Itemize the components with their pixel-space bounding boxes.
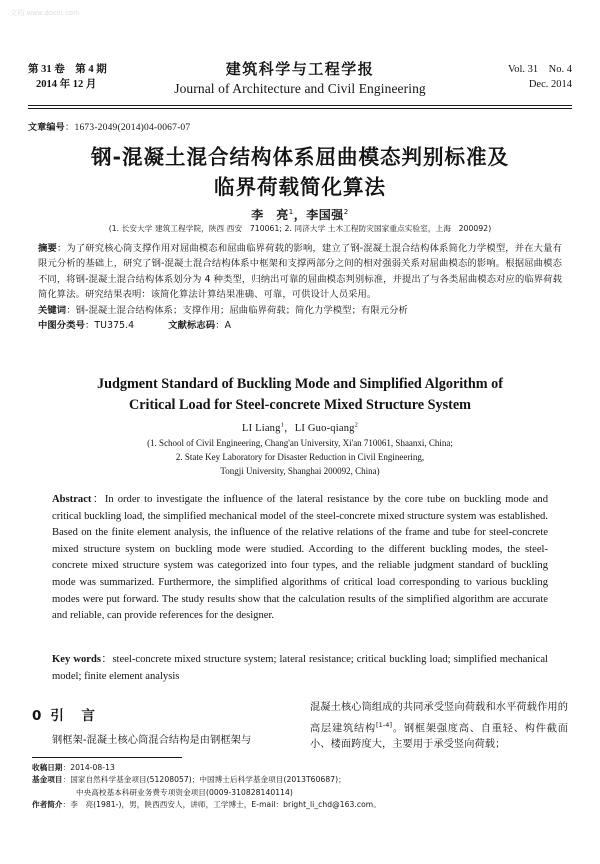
page-title-en-line2: Critical Load for Steel-concrete Mixed Structure System — [129, 397, 471, 413]
abstract-block-cn — [38, 241, 562, 333]
abstract-cn — [38, 241, 562, 303]
author-en-1: LI Liang — [241, 423, 281, 434]
journal-title-en: Journal of Architecture and Civil Engineering — [174, 81, 426, 96]
page-title-en-line1: Judgment Standard of Buckling Mode and Simplified Algorithm of — [97, 376, 503, 392]
abstract-cn-text: ：为了研究核心筒支撑作用对屈曲模态和屈曲临界荷载的影响，建立了钢-混凝土混合结构体系简化力学模型，并在大量有限元分析的基础上，研究了钢-混凝土混合结构体系中框架和支撑两部分之间的相对强弱关系对屈曲模态的影响。根据屈曲模态不同，将钢-混凝土混合结构体系划分为 4 种类型，归纳出可靠的屈曲模态判别标准，并提出了与各类屈曲模态对应的临界荷载简化算法。研究结果表明：该简化算法计算结果准确、可靠，可供设计人员采用。 — [38, 243, 562, 301]
clc-line-cn — [38, 318, 562, 333]
abstract-cn-label: 摘要 — [38, 243, 57, 254]
clc-label: 中图分类号 — [38, 320, 85, 332]
footnote-divider — [32, 757, 182, 758]
received-label: 收稿日期 — [32, 763, 63, 772]
watermark-text: 文档 www.docin.com — [10, 10, 80, 17]
page-title-cn — [40, 142, 560, 202]
page-title-cn-line2: 临界荷载简化算法 — [214, 175, 386, 199]
masthead-right — [508, 62, 572, 92]
body-paragraph-right — [310, 700, 568, 754]
masthead-date-en: Dec. 2014 — [528, 79, 572, 90]
fund-label: 基金项目 — [32, 775, 63, 785]
abstract-en-text: ：In order to investigate the influence of the lateral resistance by the core tube on buckling mode and critical buckling load, the simplified mechanical model of the steel-concrete mixed structure system was established. Based on the finite element analysis, the influence of the relative relations of the frame and tube for steel-concrete mixed structure system on buckling mode were studied. According to the different buckling modes, the steel-concrete mixed structure system was categorized into four types, and the reliable judgment standard of buckling mode was summarized. Furthermore, the simplified algorithms of critical load corresponding to various buckling modes were put forward. The study results show that the calculation results of the simplified algorithm are accurate and reliable, can provide references for the designer. — [52, 494, 548, 622]
body-paragraph-left: 钢框架-混凝土核心筒混合结构是由钢框架与 — [52, 735, 252, 746]
clc-value: ：TU375.4 — [85, 320, 135, 332]
journal-title-cn: 建筑科学与工程学报 — [225, 62, 375, 78]
doc-code-label: 文献标志码 — [168, 320, 216, 332]
masthead — [28, 62, 572, 106]
author-bio-label: 作者简介 — [32, 800, 63, 810]
footnote-fund — [32, 774, 568, 786]
page-title-en — [46, 374, 554, 416]
affiliation-en-line3: Tongji University, Shanghai 200092, China) — [220, 466, 380, 476]
footnote-received — [32, 762, 568, 774]
affiliation-en — [40, 436, 560, 478]
keywords-cn-label: 关键词 — [38, 304, 67, 316]
authors-cn — [0, 206, 600, 223]
masthead-divider — [28, 105, 572, 109]
masthead-center — [28, 61, 572, 98]
article-number-colon: ： — [64, 123, 75, 133]
authors-en — [0, 420, 600, 435]
masthead-volume-cn: 第 31 卷 第 4 期 — [28, 64, 107, 75]
keywords-en-label: Key words — [52, 654, 101, 665]
article-number — [28, 119, 190, 133]
author-en-1-sup: 1 — [280, 421, 285, 429]
page-title-cn-line1: 钢-混凝土混合结构体系屈曲模态判别标准及 — [90, 145, 509, 169]
body-column-right — [310, 700, 568, 754]
section-title: 引 言 — [50, 708, 97, 724]
author-cn-1: 李 亮 — [251, 208, 289, 222]
footnote-author — [32, 799, 568, 811]
author-en-2: ，LI Guo-qiang — [284, 423, 355, 434]
body-right-part2: 。钢框架强度高、自重轻、构件截面小、楼面跨度大，主要用于承受竖向荷载； — [310, 722, 568, 751]
affiliation-en-line2: 2. State Key Laboratory for Disaster Reduction in Civil Engineering, — [175, 452, 425, 462]
abstract-en — [52, 492, 548, 625]
affiliation-en-line1: (1. School of Civil Engineering, Chang'an University, Xi'an 710061, Shaanxi, China; — [147, 438, 453, 448]
article-number-label: 文章编号 — [28, 123, 65, 133]
affiliation-cn: (1. 长安大学 建筑工程学院，陕西 西安 710061; 2. 同济大学 土木工程防灾国家重点实验室，上海 200092) — [108, 224, 492, 233]
masthead-date-cn: 2014 年 12 月 — [36, 79, 97, 90]
author-en-2-sup: 2 — [354, 421, 359, 429]
doc-code-value: ：A — [215, 320, 232, 332]
fund-value: ：国家自然科学基金项目(51208057)；中国博士后科学基金项目(2013T60687)； — [62, 775, 346, 785]
section-number: 0 — [32, 708, 44, 724]
received-value: ：2014-08-13 — [62, 763, 115, 772]
footnotes — [32, 762, 568, 812]
abstract-en-label: Abstract — [52, 494, 92, 505]
section-heading — [32, 704, 290, 724]
author-cn-2: ，李国强 — [293, 208, 344, 222]
author-bio-value: ：李 亮(1981-)，男，陕西西安人，讲师，工学博士，E-mail：bright_li_chd@163.com。 — [62, 800, 381, 810]
keywords-en — [52, 652, 548, 685]
footnote-fund-line2: 中央高校基本科研业务费专项资金项目(0009-310828140114) — [76, 787, 293, 797]
keywords-en-text: ：steel-concrete mixed structure system; lateral resistance; critical buckling load; simplified mechanical model; finite element analysis — [52, 654, 548, 682]
keywords-cn-text: ：钢-混凝土混合结构体系；支撑作用；屈曲临界荷载；简化力学模型；有限元分析 — [66, 304, 408, 316]
body-column-left — [32, 704, 290, 750]
body-right-part1: 混凝土核心筒组成的共同承受竖向荷载和水平荷载作用的高层建筑结构 — [310, 702, 568, 734]
citation-reference: [1-4] — [375, 720, 393, 729]
article-number-value: 1673-2049(2014)04-0067-07 — [74, 123, 191, 133]
masthead-volume-en: Vol. 31 No. 4 — [508, 64, 572, 75]
author-cn-2-sup: 2 — [343, 208, 349, 216]
keywords-cn — [38, 303, 562, 318]
author-cn-1-sup: 1 — [288, 208, 294, 216]
